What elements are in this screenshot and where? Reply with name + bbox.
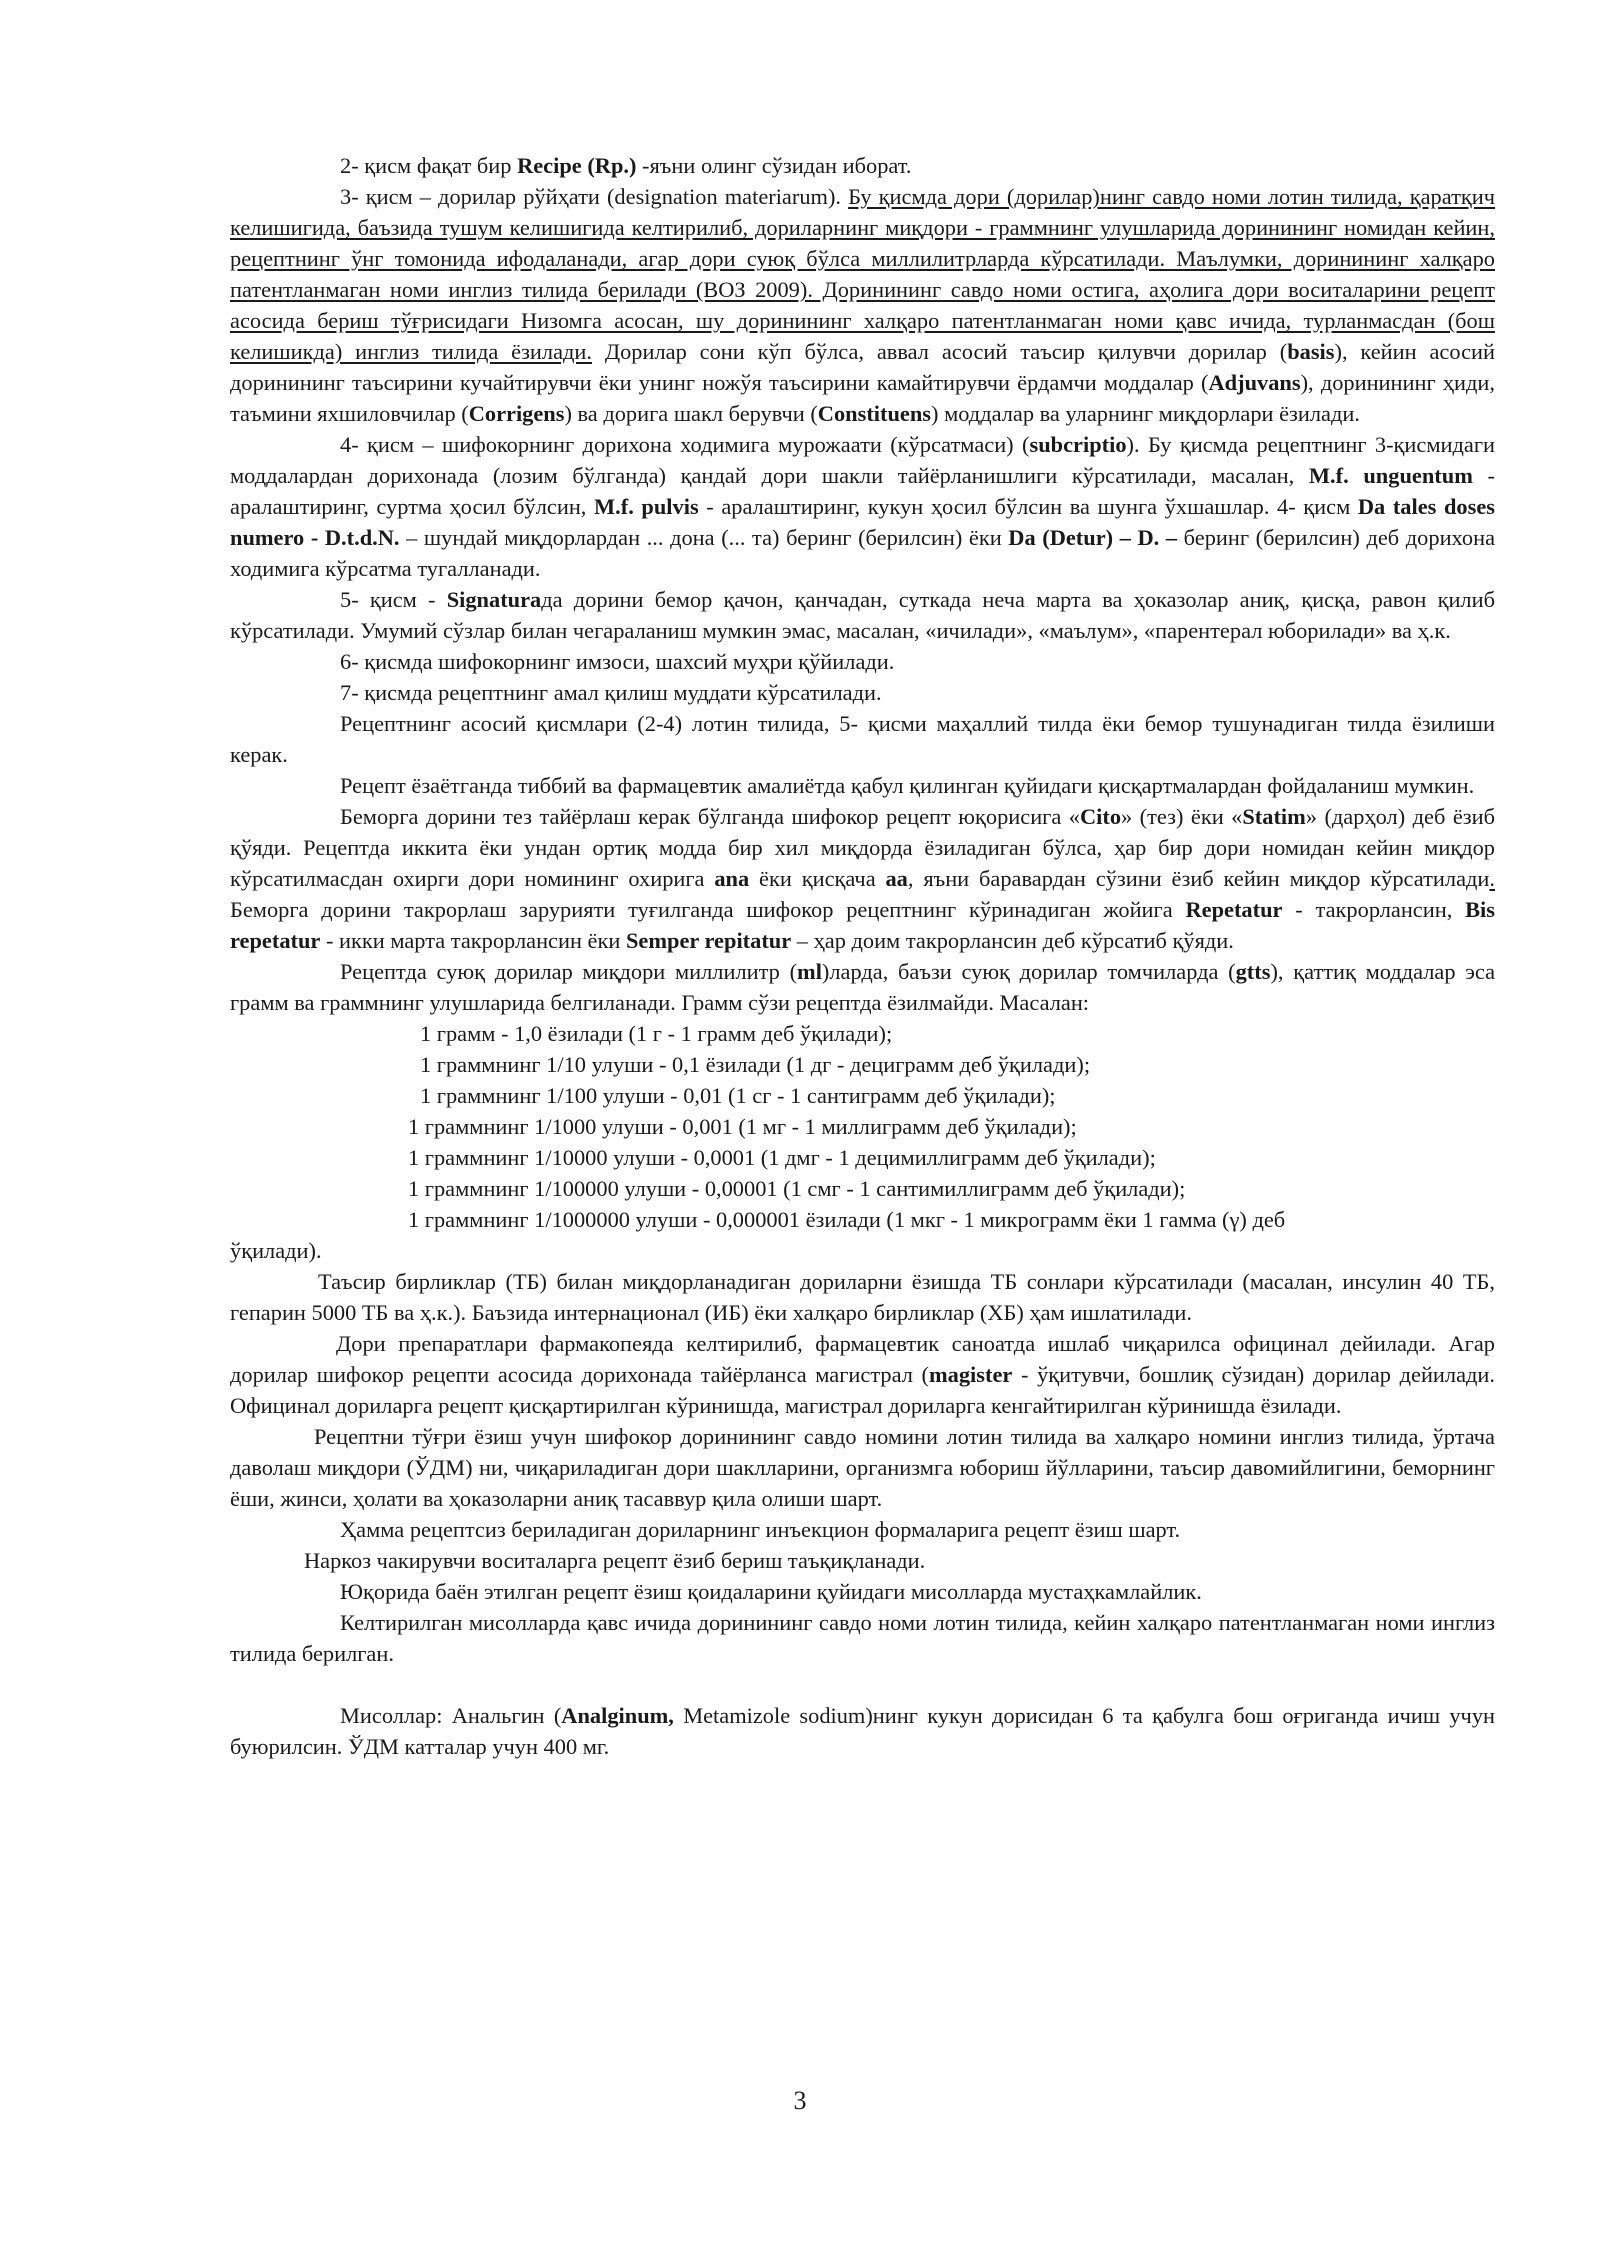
paragraph-examples-note: Келтирилган мисолларда қавс ичида доринининг савдо номи лотин тилида, кейин халқаро патентланмаган номи инглиз тилида берилган. xyxy=(230,1610,1495,1666)
text-run: - аралаштиринг, кукун ҳосил бўлсин ва шунга ўхшашлар. 4- қисм xyxy=(698,494,1358,519)
text-run: Дорилар сони кўп бўлса, аввал асосий таъсир қилувчи дорилар ( xyxy=(591,339,1288,364)
term-signatura: Signatura xyxy=(446,587,542,612)
text-run: -яъни олинг сўзидан иборат. xyxy=(636,153,912,178)
text-run: ) ва дорига шакл берувчи ( xyxy=(564,401,818,426)
term-gtts: gtts xyxy=(1235,959,1271,984)
term-ml: ml xyxy=(797,959,822,984)
paragraph-narcotics: Наркоз чакирувчи воситаларга рецепт ёзиб бериш таъқиқланади. xyxy=(304,1548,926,1573)
term-adjuvans: Adjuvans xyxy=(1208,370,1301,395)
conversion-line: ўқилади). xyxy=(230,1238,322,1263)
text-run: – шундай миқдорлардан ... дона (... та) беринг (берилсин) ёки xyxy=(399,525,1009,550)
page-number: 3 xyxy=(793,2086,807,2115)
conversion-line: 1 граммнинг 1/100 улуши - 0,01 (1 сг - 1 сантиграмм деб ўқилади); xyxy=(420,1083,1056,1108)
text-run: )ларда, баъзи суюқ дорилар томчиларда ( xyxy=(821,959,1236,984)
term-unguentum: M.f. unguentum xyxy=(1308,463,1473,488)
text-run: 2- қисм фақат бир xyxy=(340,153,518,178)
text-run: - аралаштиринг, суртма ҳосил бўлсин, xyxy=(230,463,1495,519)
text-run: » (дарҳол) деб ёзиб қўяди. Рецептда иккита ёки ундан ортиқ модда бир хил миқдорда ёзиладиган бўлса, ҳар бир дори номидан кейин миқдор кўрсатилмасдан охирги дори номининг охирига xyxy=(230,804,1495,891)
conversion-line: 1 граммнинг 1/1000000 улуши - 0,000001 ёзилади (1 мкг - 1 микрограмм ёки 1 гамма (γ) деб xyxy=(408,1207,1286,1232)
text-run: ), қаттиқ моддалар эса грамм ва граммнинг улушларида белгиланади. Грамм сўзи рецептда ёзилмайди. Масалан: xyxy=(230,959,1496,1015)
paragraph-abbreviations: Рецепт ёзаётганда тиббий ва фармацевтик амалиётда қабул қилинган қуйидаги қисқартмалардан фойдаланиш мумкин. xyxy=(340,773,1475,798)
conversion-list xyxy=(230,1018,1495,1266)
paragraph-injection: Ҳамма рецептсиз бериладиган дориларнинг инъекцион формаларига рецепт ёзиш шарт. xyxy=(340,1517,1181,1542)
term-statim: Statim xyxy=(1242,804,1306,829)
document-page xyxy=(230,150,1495,1762)
term-pulvis: M.f. pulvis xyxy=(594,494,699,519)
paragraph-part3 xyxy=(230,181,1495,429)
text-run: Мисоллар: Анальгин ( xyxy=(340,1703,562,1728)
paragraph-part7: 7- қисмда рецептнинг амал қилиш муддати кўрсатилади. xyxy=(340,680,882,705)
text-run: – ҳар доим такрорлансин деб кўрсатиб қўяди. xyxy=(791,928,1234,953)
text-run: 3- қисм – дорилар рўйҳати (designation materiarum). xyxy=(340,184,849,209)
conversion-line: 1 граммнинг 1/10 улуши - 0,1 ёзилади (1 дг - дециграмм деб ўқилади); xyxy=(420,1052,1091,1077)
conversion-line: 1 граммнинг 1/1000 улуши - 0,001 (1 мг - 1 миллиграмм деб ўқилади); xyxy=(408,1114,1077,1139)
text-run: 5- қисм - xyxy=(340,587,447,612)
term-ana: ana xyxy=(714,866,750,891)
text-run: ёки қисқача xyxy=(749,866,886,891)
conversion-line: 1 грамм - 1,0 ёзилади (1 г - 1 грамм деб ўқилади); xyxy=(420,1021,893,1046)
term-bis-repetatur: Bis repetatur xyxy=(230,897,1495,953)
paragraph-example-analgin xyxy=(230,1700,1495,1762)
text-run: ), кейин асосий доринининг таъсирини кучайтирувчи ёки унинг ножўя таъсирини камайтирувчи ёрдамчи моддалар ( xyxy=(230,339,1495,395)
paragraph-language: Рецептнинг асосий қисмлари (2-4) лотин тилида, 5- қисми маҳаллий тилда ёки бемор тушунадиган тилда ёзилиши керак. xyxy=(230,711,1495,767)
term-analginum: Analginum, xyxy=(561,1703,674,1728)
term-corrigens: Corrigens xyxy=(468,401,565,426)
term-semper-repitatur: Semper repitatur xyxy=(625,928,792,953)
underlined-text: . xyxy=(1489,866,1495,891)
text-run: Беморга дорини такрорлаш зарурияти туғилганда шифокор рецептнинг кўринадиган жойига xyxy=(230,897,1186,922)
paragraph-examples-intro: Юқорида баён этилган рецепт ёзиш қоидаларини қуйидаги мисолларда мустаҳкамлайлик. xyxy=(340,1579,1202,1604)
term-basis: basis xyxy=(1287,339,1335,364)
paragraph-part5 xyxy=(230,584,1495,646)
paragraph-action-units: Таъсир бирликлар (ТБ) билан миқдорланадиган дориларни ёзишда ТБ сонлари кўрсатилади (масалан, инсулин 40 ТБ, гепарин 5000 ТБ ва ҳ.к.). Баъзида интернационал (ИБ) ёки халқаро бирликлар (ХБ) ҳам ишлатилади. xyxy=(230,1269,1495,1325)
paragraph-part6: 6- қисмда шифокорнинг имзоси, шахсий муҳри қўйилади. xyxy=(340,649,895,674)
paragraph-officinal xyxy=(230,1328,1495,1421)
paragraph-part2 xyxy=(230,150,1495,181)
paragraph-cito xyxy=(230,801,1495,956)
text-run: Рецептда суюқ дорилар миқдори миллилитр ( xyxy=(340,959,798,984)
text-run: ), доринининг ҳиди, таъмини яхшиловчилар ( xyxy=(230,370,1495,426)
text-run: ) моддалар ва уларнинг миқдорлари ёзилади. xyxy=(931,401,1360,426)
text-run: 4- қисм – шифокорнинг дорихона ходимига мурожаати (кўрсатмаси) ( xyxy=(340,432,1030,457)
paragraph-correct-writing: Рецептни тўғри ёзиш учун шифокор доринининг савдо номини лотин тилида ва халқаро номини инглиз тилида, ўртача даволаш миқдори (ЎДМ) ни, чиқариладиган дори шаклларини, организмга юбориш йўлларини, таъсир давомийлигини, беморнинг ёши, жинси, ҳолати ва ҳоказоларни аниқ тасаввур қила олиши шарт. xyxy=(230,1424,1495,1511)
text-run: - ўқитувчи, бошлиқ сўзидан) дорилар дейилади. Официнал дориларга рецепт қисқартирилган кўринишда, магистрал дориларга кенгайтирилган кўринишда ёзилади. xyxy=(230,1362,1495,1418)
text-run: Дори препаратлари фармакопеяда келтирилиб, фармацевтик саноатда ишлаб чиқарилса официнал дейилади. Агар дорилар шифокор рецепти асосида дорихонада тайёрланса магистрал ( xyxy=(230,1331,1495,1387)
term-subcriptio: subcriptio xyxy=(1029,432,1127,457)
text-run: - такрорлансин, xyxy=(1282,897,1466,922)
term-aa: аа xyxy=(885,866,908,891)
spacer xyxy=(230,1669,1495,1700)
conversion-line: 1 граммнинг 1/10000 улуши - 0,0001 (1 дмг - 1 децимиллиграмм деб ўқилади); xyxy=(408,1145,1156,1170)
text-run: , яъни баравардан сўзини ёзиб кейин миқдор кўрсатилади xyxy=(907,866,1490,891)
text-run: - икки марта такрорлансин ёки xyxy=(320,928,626,953)
conversion-line: 1 граммнинг 1/100000 улуши - 0,00001 (1 смг - 1 сантимиллиграмм деб ўқилади); xyxy=(408,1176,1186,1201)
paragraph-part4 xyxy=(230,429,1495,584)
term-constituens: Constituens xyxy=(817,401,932,426)
term-recipe: Recipe (Rp.) xyxy=(517,153,637,178)
term-repetatur: Repetatur xyxy=(1185,897,1283,922)
text-run: Беморга дорини тез тайёрлаш керак бўлганда шифокор рецепт юқорисига « xyxy=(340,804,1080,829)
text-run: Metamizole sodium)нинг кукун дорисидан 6 та қабулга бош оғриганда ичиш учун буюрилсин. ЎДМ катталар учун 400 мг. xyxy=(230,1703,1495,1759)
term-dtdn: Da tales doses numero - D.t.d.N. xyxy=(230,494,1495,550)
text-run: беринг (берилсин) деб дорихона ходимига кўрсатма тугалланади. xyxy=(230,525,1496,581)
term-detur: Da (Detur) – D. – xyxy=(1008,525,1178,550)
underlined-text: Бу қисмда дори (дорилар)нинг савдо номи лотин тилида, қаратқич келишигида, баъзида тушум келишигида келтирилиб, дориларнинг миқдори - граммнинг улушларида доринининг номидан кейин, рецептнинг ўнг томонида ифодаланади, агар дори суюқ бўлса миллилитрларда кўрсатилади. Маълумки, доринининг халқаро патентланмаган номи инглиз тилида берилади (ВОЗ 2009). Доринининг савдо номи остига, аҳолига дори воситаларини рецепт асосида бериш тўғрисидаги Низомга асосан, шу доринининг халқаро патентланмаган номи қавс ичида, турланмасдан (бош келишикда) инглиз тилида ёзилади. xyxy=(230,184,1495,364)
text-run: ). Бу қисмда рецептнинг 3-қисмидаги моддалардан дорихонада (лозим бўлганда) қандай дори шакли тайёрланишлиги кўрсатилади, масалан, xyxy=(230,432,1495,488)
paragraph-units xyxy=(230,956,1495,1018)
term-magister: magister xyxy=(929,1362,1013,1387)
term-cito: Cito xyxy=(1079,804,1122,829)
text-run: да дорини бемор қачон, қанчадан, суткада неча марта ва ҳоказолар аниқ, қисқа, равон қилиб кўрсатилади. Умумий сўзлар билан чегараланиш мумкин эмас, масалан, «ичилади», «маълум», «парентерал юборилади» ва ҳ.к. xyxy=(230,587,1495,643)
text-run: » (тез) ёки « xyxy=(1121,804,1243,829)
